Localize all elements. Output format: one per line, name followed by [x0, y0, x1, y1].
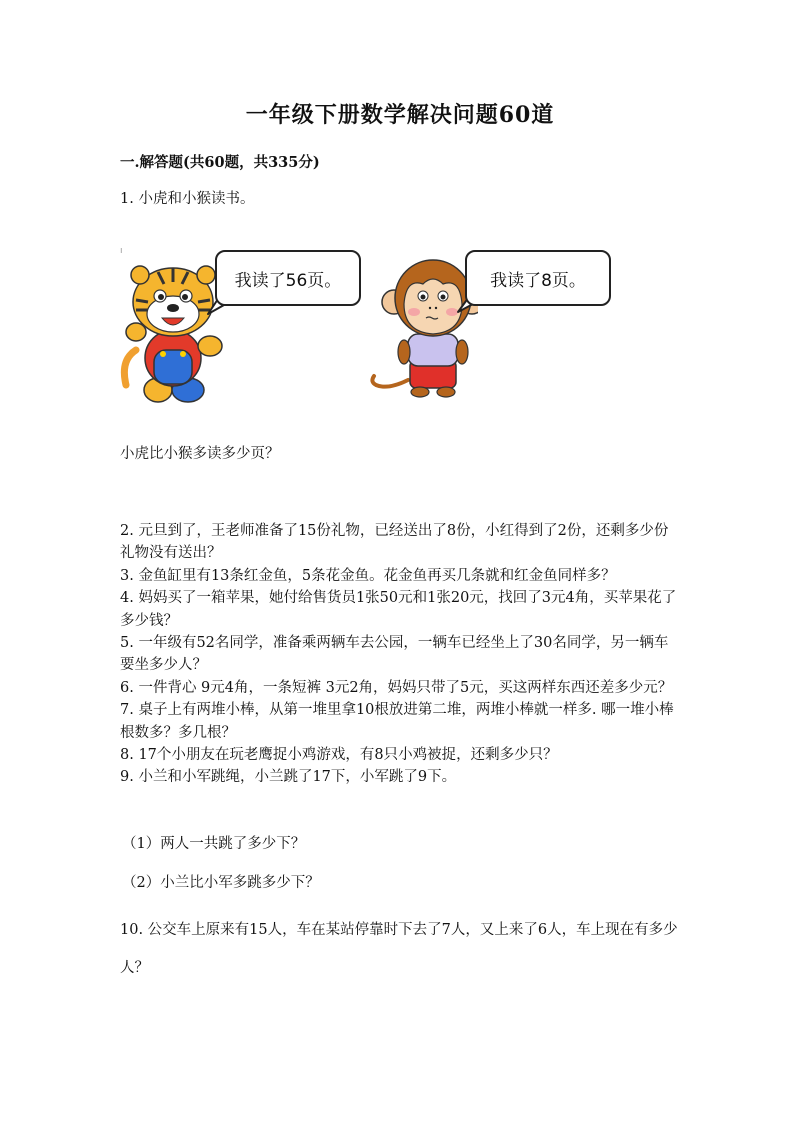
question-list [120, 520, 680, 789]
question-4: 4. 妈妈买了一箱苹果，她付给售货员1张50元和1张20元，找回了3元4角，买苹果花了多少钱？ [120, 590, 677, 629]
question-3: 3. 金鱼缸里有13条红金鱼，5条花金鱼。花金鱼再买几条就和红金鱼同样多？ [120, 567, 616, 584]
question-9-part-2: （2）小兰比小军多跳多少下？ [122, 875, 320, 891]
page-title: 一年级下册数学解决问题60道 [245, 102, 555, 128]
question-10: 10. 公交车上原来有15人，车在某站停靠时下去了7人，又上来了6人，车上现在有多少人？ [120, 922, 678, 976]
tiger-speech-bubble: 我读了56页。 [215, 250, 361, 306]
question-9: 9. 小兰和小军跳绳，小兰跳了17下，小军跳了9下。 [120, 769, 457, 786]
monkey-illustration [368, 240, 478, 410]
question-1-prompt: 小虎比小猴多读多少页？ [120, 446, 280, 462]
question-9-part-1: （1）两人一共跳了多少下？ [122, 836, 306, 852]
tiger-illustration [118, 240, 228, 410]
question-1-stem: 1. 小虎和小猴读书。 [120, 191, 255, 207]
question-1-illustration [118, 240, 618, 410]
question-6: 6. 一件背心 9元4角，一条短裤 3元2角，妈妈只带了5元，买这两样东西还差多少元？ [120, 679, 673, 696]
section-heading: 一.解答题(共60题，共335分) [120, 154, 320, 171]
question-8: 8. 17个小朋友在玩老鹰捉小鸡游戏，有8只小鸡被捉，还剩多少只？ [120, 747, 558, 764]
question-7: 7. 桌子上有两堆小棒，从第一堆里拿10根放进第二堆，两堆小棒就一样多. 哪一堆小棒根数多？多几根？ [120, 702, 674, 741]
image-mark: ı [120, 246, 123, 256]
question-2: 2. 元旦到了，王老师准备了15份礼物，已经送出了8份，小红得到了2份，还剩多少份礼物没有送出？ [120, 523, 669, 562]
question-5: 5. 一年级有52名同学，准备乘两辆车去公园，一辆车已经坐上了30名同学，另一辆车要坐多少人？ [120, 635, 669, 674]
monkey-speech-bubble: 我读了8页。 [465, 250, 611, 306]
